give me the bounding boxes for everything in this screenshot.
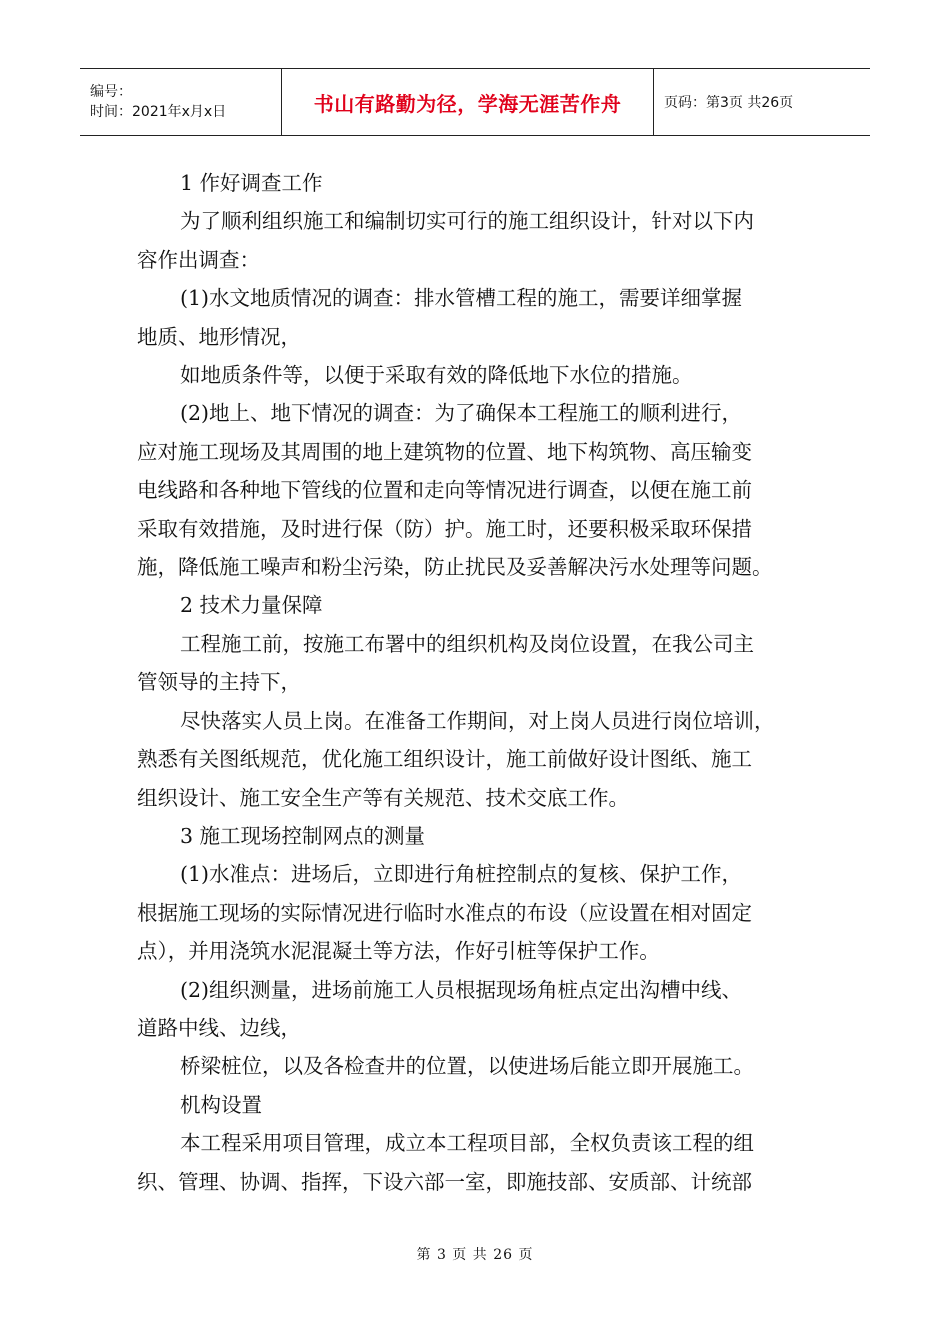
body-text-line: 施，降低施工噪声和粉尘污染，防止扰民及妥善解决污水处理等问题。: [137, 555, 773, 580]
body-text-line: 织、管理、协调、指挥，下设六部一室，即施技部、安质部、计统部: [137, 1169, 752, 1194]
body-text-line: 尽快落实人员上岗。在准备工作期间，对上岗人员进行岗位培训，: [180, 708, 775, 733]
body-text-line: 道路中线、边线，: [137, 1015, 301, 1040]
body-text-line: 为了顺利组织施工和编制切实可行的施工组织设计，针对以下内: [180, 209, 754, 234]
header-page-info: 页码：第3页 共26页: [664, 95, 794, 111]
document-date-label: 时间：2021年x月x日: [90, 104, 227, 120]
body-text-line: 采取有效措施，及时进行保（防）护。施工时，还要积极采取环保措: [137, 516, 752, 541]
body-text-line: 3 施工现场控制网点的测量: [180, 823, 426, 848]
body-text-line: 容作出调查：: [137, 247, 260, 272]
document-number-label: 编号：: [90, 84, 132, 100]
body-text-line: 工程施工前，按施工布署中的组织机构及岗位设置，在我公司主: [180, 631, 754, 656]
header-page-cell: [654, 69, 870, 135]
body-text-line: 管领导的主持下，: [137, 670, 301, 695]
body-text-line: 如地质条件等，以便于采取有效的降低地下水位的措施。: [180, 363, 693, 388]
body-text-line: 地质、地形情况，: [137, 324, 301, 349]
body-text-line: 2 技术力量保障: [180, 593, 323, 618]
document-header: [80, 68, 870, 136]
body-text-line: (2)组织测量，进场前施工人员根据现场角桩点定出沟槽中线、: [180, 977, 743, 1002]
body-text-line: 根据施工现场的实际情况进行临时水准点的布设（应设置在相对固定: [137, 900, 752, 925]
header-meta-cell: [80, 69, 282, 135]
body-text-line: 点），并用浇筑水泥混凝土等方法，作好引桩等保护工作。: [137, 939, 660, 964]
document-body: [137, 164, 825, 1201]
body-text-line: (1)水文地质情况的调查：排水管槽工程的施工，需要详细掌握: [180, 286, 743, 311]
body-text-line: 桥梁桩位，以及各检查井的位置，以使进场后能立即开展施工。: [180, 1054, 754, 1079]
body-text-line: 熟悉有关图纸规范，优化施工组织设计，施工前做好设计图纸、施工: [137, 747, 752, 772]
header-motto: 书山有路勤为径，学海无涯苦作舟: [313, 91, 622, 116]
body-text-line: 本工程采用项目管理，成立本工程项目部，全权负责该工程的组: [180, 1131, 754, 1156]
body-text-line: 应对施工现场及其周围的地上建筑物的位置、地下构筑物、高压输变: [137, 439, 752, 464]
body-text-line: (2)地上、地下情况的调查：为了确保本工程施工的顺利进行，: [180, 401, 743, 426]
body-text-line: 电线路和各种地下管线的位置和走向等情况进行调查，以便在施工前: [137, 478, 752, 503]
page-footer: [0, 1244, 950, 1264]
body-text-line: 机构设置: [180, 1092, 262, 1117]
footer-page-number: 第 3 页 共 26 页: [416, 1247, 534, 1263]
body-text-line: 组织设计、施工安全生产等有关规范、技术交底工作。: [137, 785, 629, 810]
body-text-line: (1)水准点：进场后，立即进行角桩控制点的复核、保护工作，: [180, 862, 743, 887]
body-text-line: 1 作好调查工作: [180, 171, 323, 195]
header-motto-cell: [282, 69, 654, 135]
